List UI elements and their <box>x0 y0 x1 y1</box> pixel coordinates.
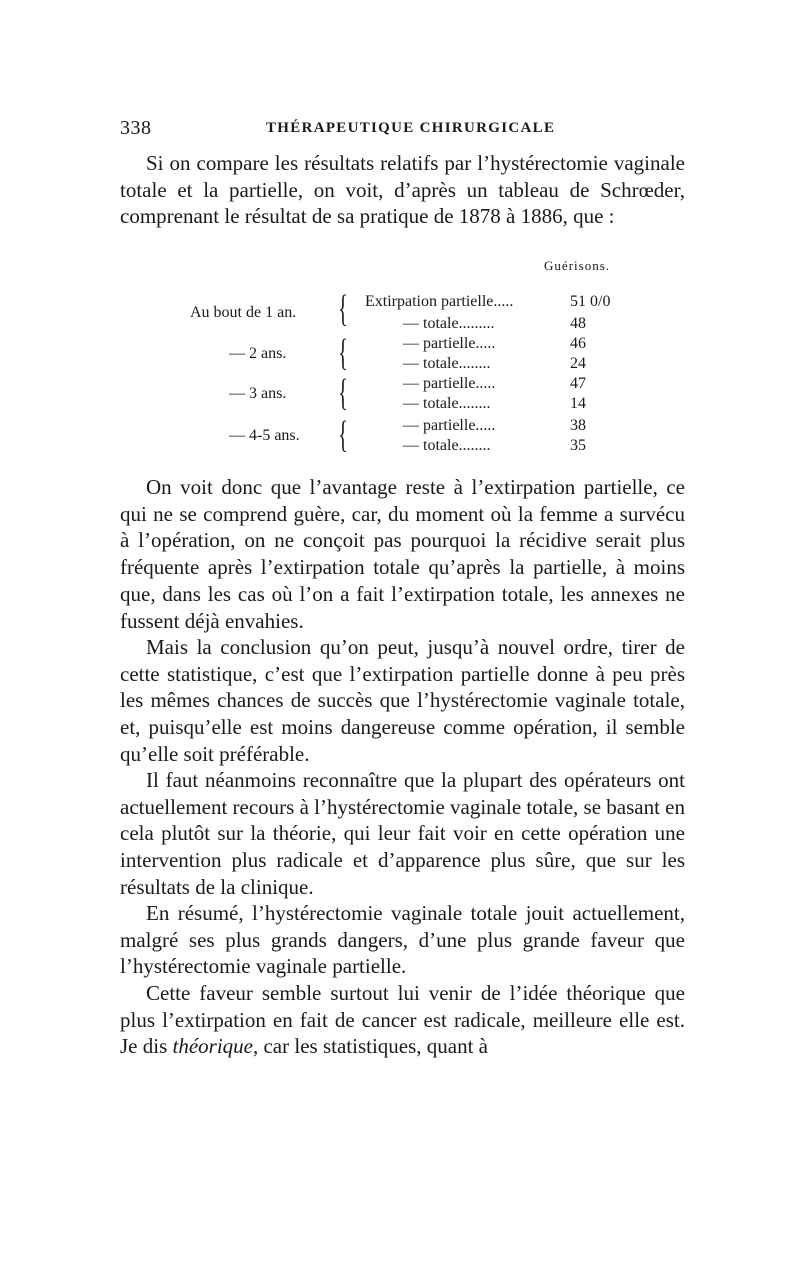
procedure-cell: — totale........ <box>403 437 491 454</box>
brace: { <box>338 332 349 374</box>
table-row <box>175 374 645 394</box>
value-cell: 47 <box>570 375 586 392</box>
table-row <box>175 354 645 374</box>
procedure-cell: — totale........ <box>403 395 491 412</box>
group-label: — 3 ans. <box>229 385 287 402</box>
table-row <box>175 416 645 436</box>
paragraph-4: Il faut néanmoins reconnaître que la plupart des opérateurs ont actuellement recours à l’hystérectomie vaginale totale, se basant en cela plutôt sur la théorie, qui leur fait voir en cette opération une intervention plus radicale et d’apparence plus sûre, que sur les résultats de la clinique. <box>120 768 686 899</box>
procedure-cell: — partielle..... <box>403 375 496 392</box>
procedure-cell: — totale........ <box>403 355 491 372</box>
brace: { <box>338 414 349 456</box>
paragraph-2: On voit donc que l’avantage reste à l’extirpation partielle, ce qui ne se comprend guère, car, du moment où la femme a survécu à l’opération, on ne conçoit pas pourquoi la récidive serait plus fréquente après l’extirpation totale qu’après la partielle, à moins que, dans les cas où l’on a fait l’extirpation totale, les annexes ne fussent déjà envahies. <box>120 475 685 633</box>
brace: { <box>338 288 349 330</box>
paragraph-1: Si on compare les résultats relatifs par l’hystérectomie vaginale totale et la partielle, on voit, d’après un tableau de Schrœder, comprenant le résultat de sa pratique de 1878 à 1886, que : <box>120 151 685 229</box>
value-cell: 51 0/0 <box>570 293 611 310</box>
brace: { <box>338 372 349 414</box>
emphasis-theorique: théorique <box>172 1034 253 1059</box>
paragraph-6-text-start: Cette faveur semble surtout lui venir de l’idée théorique que plus l’extirpation en fait de cancer est radicale, meilleure elle est. Je dis <box>120 981 685 1059</box>
table-row <box>175 436 645 456</box>
paragraph-6-text-end: , car les statistiques, quant à <box>252 1034 489 1059</box>
table-row <box>175 292 645 312</box>
group-label: — 2 ans. <box>229 345 287 362</box>
value-cell: 24 <box>570 355 586 372</box>
procedure-cell: — totale......... <box>403 315 495 332</box>
page-header <box>120 117 685 141</box>
table-row <box>175 334 645 354</box>
paragraph-5: En résumé, l’hystérectomie vaginale totale jouit actuellement, malgré ses plus grands dangers, d’une plus grande faveur que l’hystérectomie vaginale partielle. <box>120 901 685 979</box>
value-cell: 48 <box>570 315 586 332</box>
group-label: Au bout de 1 an. <box>190 304 297 321</box>
paragraph-6 <box>120 980 685 1060</box>
table-row <box>175 394 645 414</box>
running-title: THÉRAPEUTIQUE CHIRURGICALE <box>266 120 556 136</box>
group-label: — 4-5 ans. <box>229 427 300 444</box>
table-row <box>175 314 645 334</box>
table-column-header: Guérisons. <box>544 258 610 273</box>
results-table <box>175 286 645 456</box>
procedure-cell: — partielle..... <box>403 417 496 434</box>
value-cell: 38 <box>570 417 586 434</box>
page-number: 338 <box>120 117 152 139</box>
value-cell: 46 <box>570 335 586 352</box>
procedure-cell: Extirpation partielle..... <box>365 293 514 310</box>
procedure-cell: — partielle..... <box>403 335 496 352</box>
value-cell: 14 <box>570 395 586 412</box>
value-cell: 35 <box>570 437 586 454</box>
paragraph-3: Mais la conclusion qu’on peut, jusqu’à nouvel ordre, tirer de cette statistique, c’est que l’extirpation partielle donne à peu près les mêmes chances de succès que l’hystérectomie vaginale totale, et, puisqu’elle est moins dangereuse comme opération, il semble qu’elle soit préférable. <box>120 635 685 766</box>
